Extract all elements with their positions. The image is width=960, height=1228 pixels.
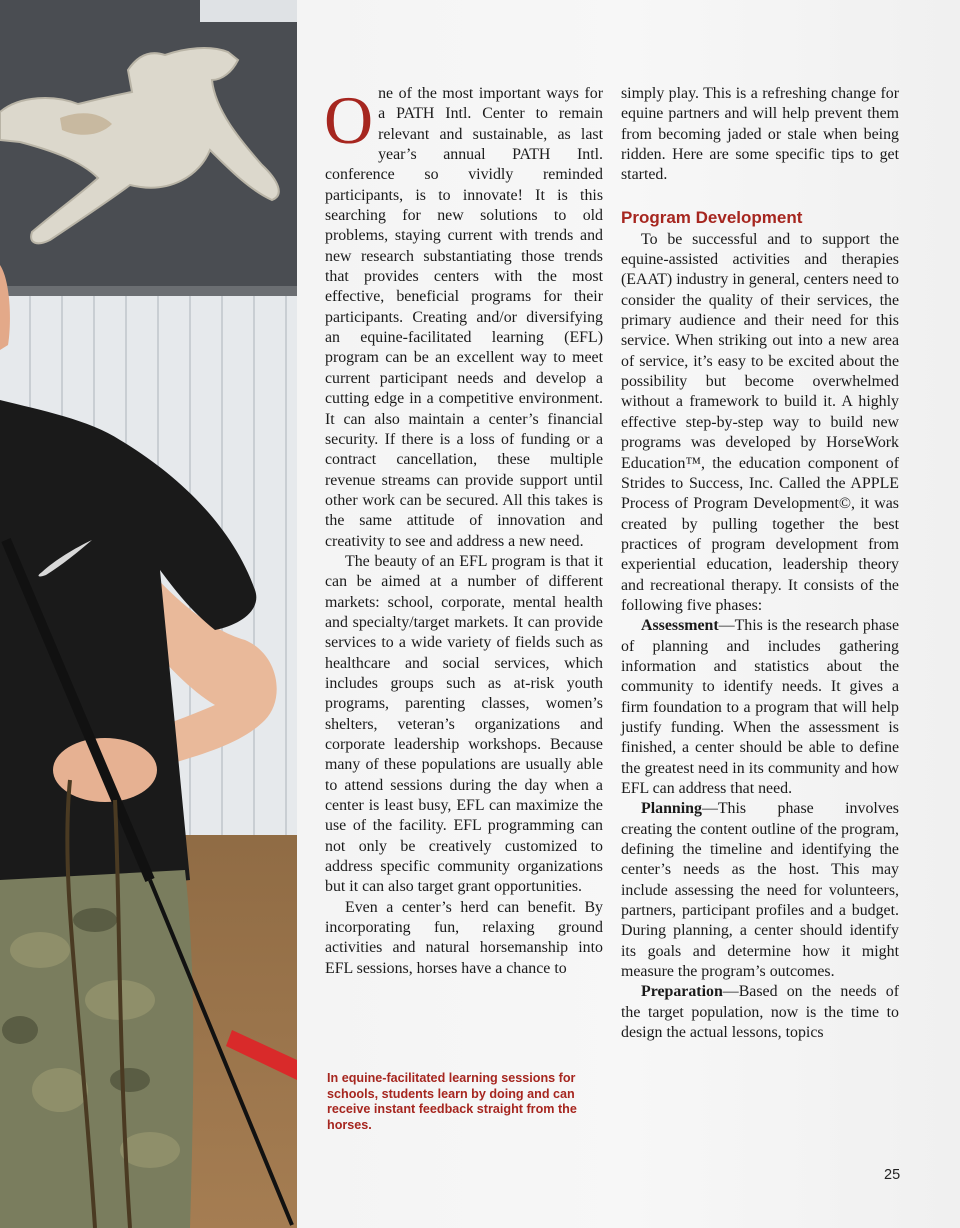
body-paragraph: simply play. This is a refreshing change for equine partners and will help prevent them from becoming jaded or stale when being ridden. Here are some specific tips to get started. [621,85,899,184]
body-paragraph: Even a center’s herd can benefit. By incorporating fun, relaxing ground activities and natural horsemanship into EFL sessions, horses have a chance to [325,898,603,977]
phase-assessment [621,616,899,799]
article-column-1 [325,84,603,979]
section-heading: Program Development [621,207,803,227]
phase-planning [621,799,899,982]
phase-preparation [621,982,899,1043]
intro-text: ne of the most important ways for a PATH Intl. Center to remain relevant and sustainable, as last year’s annual PATH Intl. conference so vividly reminded participants, is to innovate! It is this searching for new solutions to old problems, staying current with trends and new research substantiating those trends that provides centers with the most effective, beneficial programs for their participants. Creating and/or diversifying an equine-facilitated learning (EFL) program can be an excellent way to meet current participant needs and develop a cutting edge in a competitive environment. It can also maintain a center’s financial security. If there is a loss of funding or a contract cancellation, these multiple revenue streams can provide support until other work can be secured. All this takes is the same attitude of innovation and creativity to see and address a new need. [325,85,603,550]
article-photo [0,0,297,1228]
phase-text: —Based on the needs of the target population, now is the time to design the actual lessons, topics [621,983,899,1042]
photo-caption: In equine-facilitated learning sessions for schools, students learn by doing and can receive instant feedback straight from the horses. [327,1071,577,1132]
article-column-2 [621,84,899,1043]
body-paragraph: To be successful and to support the equine-assisted activities and therapies (EAAT) industry in general, centers need to consider the quality of their services, the primary audience and their need for this service. When striking out into a new area of service, it’s easy to be excited about the possibility but become overwhelmed without a framework to build it. A highly effective step-by-step way to build new programs was developed by HorseWork Education™, the education component of Strides to Success, Inc. Called the APPLE Process of Program Development©, it was created by pulling together the best practices of program development from experiential education, leadership theory and recreational therapy. It consists of the following five phases: [621,230,899,614]
intro-paragraph [325,84,603,552]
phase-term: Planning [641,800,702,818]
phase-text: —This is the research phase of planning and includes gathering information and statistics about the community to identify needs. It gives a firm foundation to a program that will help justify funding. When the assessment is finished, a center should be able to define the greatest need in its community and how EFL can address that need. [621,617,899,797]
page-number: 25 [884,1167,901,1183]
phase-term: Preparation [641,983,723,1001]
phase-text: —This phase involves creating the content outline of the program, defining the timeline and identifying the center’s needs as the host. This may include assessing the need for volunteers, partners, participant profiles and a budget. During planning, a center should identify its goals and determine how it might measure the program’s outcomes. [621,800,899,981]
phase-term: Assessment [641,617,719,635]
drop-cap: O [324,82,374,158]
body-paragraph: The beauty of an EFL program is that it can be aimed at a number of different markets: school, corporate, mental health and specialty/target markets. It can provide services to a wide variety of fields such as healthcare and social services, which includes groups such as at-risk youth programs, parenting classes, women’s shelters, veteran’s organizations and corporate leadership workshops. Because many of these populations are usually able to attend sessions during the day when a center is least busy, EFL can maximize the use of the facility. EFL programming can not only be creatively customized to address specific community organizations but it can also target grant opportunities. [325,552,603,896]
